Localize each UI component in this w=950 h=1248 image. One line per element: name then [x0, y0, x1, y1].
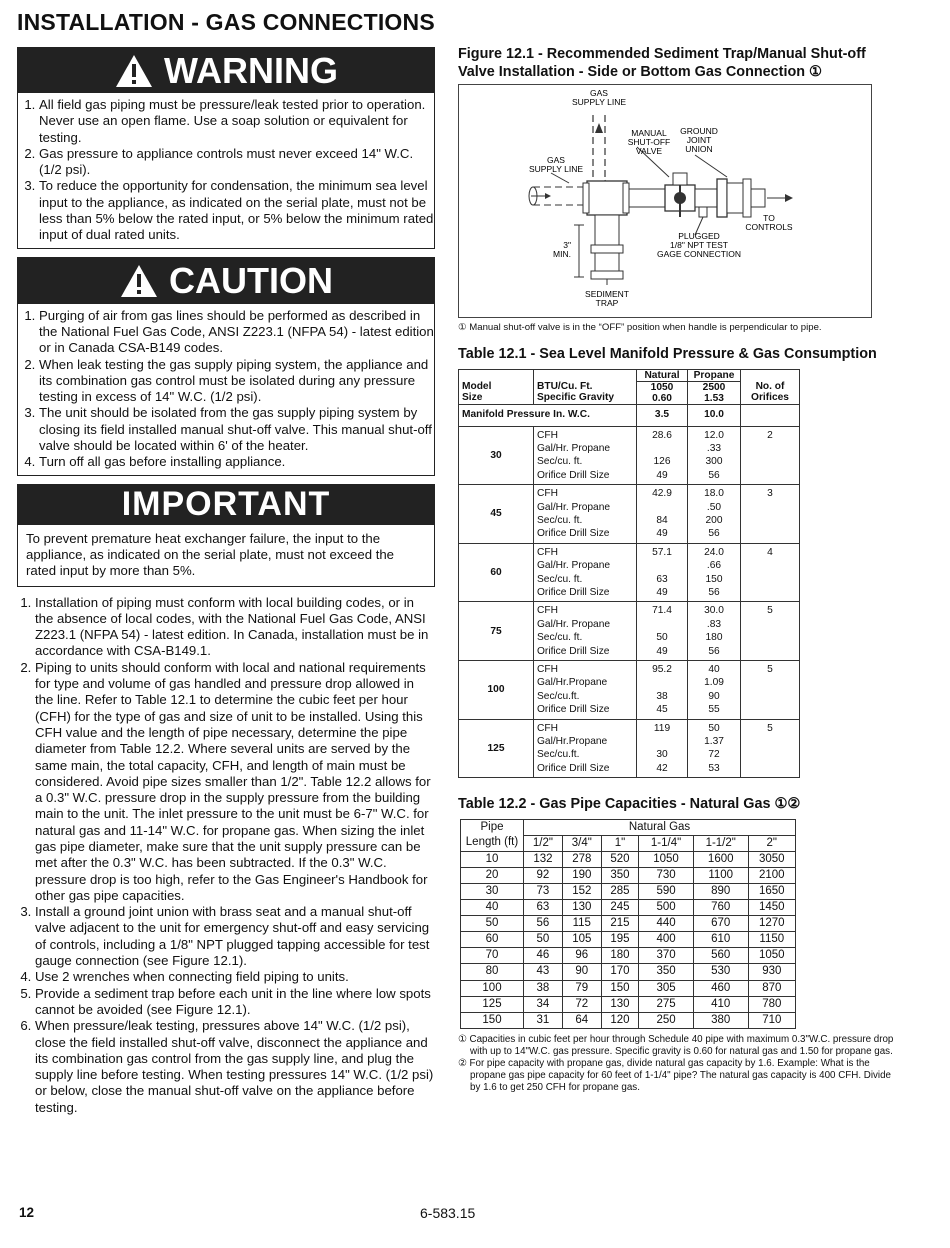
label-min: MIN. — [553, 249, 571, 259]
table-cell — [741, 404, 800, 426]
table-cell: 780 — [748, 996, 795, 1012]
table-cell-propane: 24.0 .66 150 56 — [688, 543, 741, 602]
arrow-icon — [785, 194, 793, 202]
table-cell-length: 70 — [461, 948, 524, 964]
table-cell-length: 10 — [461, 851, 524, 867]
table-cell: 440 — [639, 916, 694, 932]
table-header-cell: Propane — [688, 369, 741, 381]
table-cell-natural: 95.2 38 45 — [637, 661, 688, 720]
table2-footnotes — [458, 1034, 898, 1094]
table-cell-length: 100 — [461, 980, 524, 996]
table-row — [461, 867, 796, 883]
label-ground-union: UNION — [685, 144, 713, 154]
table-cell-length: 30 — [461, 883, 524, 899]
table-cell: 380 — [693, 1012, 748, 1028]
table-cell-orifices: 5 — [741, 661, 800, 720]
table-cell: 79 — [562, 980, 601, 996]
table-cell: 190 — [562, 867, 601, 883]
drop-pipe — [595, 215, 619, 247]
table-cell: 56 — [524, 916, 563, 932]
arrow-icon — [595, 123, 603, 133]
warning-header — [18, 48, 434, 93]
table-row — [459, 543, 800, 602]
list-item: 3. To reduce the opportunity for condensation, the minimum sea level input to the appliance, as indicated on the serial plate, must not be less than 5% below the rated input, or 5% below the minimum rated input of dual rated units. — [39, 178, 434, 243]
table1-title: Table 12.1 - Sea Level Manifold Pressure & Gas Consumption — [458, 346, 877, 362]
document-number: 6-583.15 — [420, 1205, 476, 1221]
table-cell: 460 — [693, 980, 748, 996]
table-cell: 150 — [601, 980, 638, 996]
table-cell: 560 — [693, 948, 748, 964]
table-cell-length: 150 — [461, 1012, 524, 1028]
table-cell: 73 — [524, 883, 563, 899]
table-cell: 130 — [601, 996, 638, 1012]
table-cell: 120 — [601, 1012, 638, 1028]
left-column — [17, 47, 435, 1116]
table-cell: 410 — [693, 996, 748, 1012]
table-header-cell: Model Size — [459, 369, 534, 404]
page-number: 12 — [19, 1205, 35, 1220]
table-cell-propane: 18.0 .50 200 56 — [688, 485, 741, 544]
table-cell: 105 — [562, 932, 601, 948]
ground-joint-union — [743, 179, 751, 217]
important-box — [17, 484, 435, 587]
table-cell: 1050 — [639, 851, 694, 867]
table-row — [461, 851, 796, 867]
table-cell: 870 — [748, 980, 795, 996]
table-cell: 1050 — [748, 948, 795, 964]
table-cell: 530 — [693, 964, 748, 980]
table-cell: 72 — [562, 996, 601, 1012]
table-header-cell: 1" — [601, 835, 638, 851]
table-row — [461, 916, 796, 932]
label-gas-supply-top: SUPPLY LINE — [571, 97, 627, 107]
table-cell: 1270 — [748, 916, 795, 932]
table-cell: 195 — [601, 932, 638, 948]
table-cell: 130 — [562, 900, 601, 916]
table-row — [459, 485, 800, 544]
piping-diagram — [458, 84, 872, 318]
table-cell-natural: 119 30 42 — [637, 719, 688, 778]
gas-pipe-capacity-table — [460, 819, 796, 1029]
label-sediment-trap: SEDIMENT — [585, 289, 629, 299]
coupling — [591, 245, 623, 253]
table-cell: 275 — [639, 996, 694, 1012]
valve-stem — [673, 173, 687, 185]
sediment-trap — [595, 253, 619, 273]
table-cell: 2100 — [748, 867, 795, 883]
table-cell: 180 — [601, 948, 638, 964]
list-item: 1. Purging of air from gas lines should be performed as described in the National Fuel Gas Code, ANSI Z223.1 (NFPA 54) - latest edition or in Canada CSA-B149 codes. — [39, 308, 434, 357]
arrow-icon — [545, 193, 551, 199]
label-gas-supply-side: SUPPLY LINE — [528, 164, 584, 174]
table-header-cell: No. of Orifices — [741, 369, 800, 404]
nipple-pipe — [695, 189, 717, 207]
table-cell: 350 — [601, 867, 638, 883]
list-item: 2. When leak testing the gas supply piping system, the appliance and its combination gas control must be isolated during any pressure testing in excess of 14" W.C. (1/2 psi). — [39, 357, 434, 406]
table-cell-length: 50 — [461, 916, 524, 932]
table-cell: 46 — [524, 948, 563, 964]
table-header-cell: BTU/Cu. Ft. Specific Gravity — [534, 369, 637, 404]
footnote: ② For pipe capacity with propane gas, divide natural gas capacity by 1.6. Example: What is the propane gas pipe capacity for 60 feet of 1-1/4" pipe? The natural gas capacity is 400 CFH. Divide by 1.6 to get 250 CFH for propane gas. — [458, 1057, 891, 1094]
table-header-cell: 1-1/4" — [639, 835, 694, 851]
list-item: 3. Install a ground joint union with brass seat and a manual shut-off valve adjacent to the unit for emergency shut-off and easy servicing of controls, including a 1/8" NPT plugged tapping accessible for test gauge connection (see Figure 12.1). — [35, 904, 435, 969]
test-plug — [699, 207, 707, 217]
label-manual-valve: MANUAL — [631, 128, 667, 138]
table-cell-orifices: 5 — [741, 602, 800, 661]
table-cell-size: 75 — [459, 602, 534, 661]
table-row — [459, 719, 800, 778]
table-cell: 132 — [524, 851, 563, 867]
table-cell: 10.0 — [688, 404, 741, 426]
label-gas-supply-side: GAS — [547, 155, 565, 165]
table-cell-labels: CFH Gal/Hr.Propane Sec/cu.ft. Orifice Drill Size — [534, 719, 637, 778]
table-cell-size: 30 — [459, 426, 534, 485]
table-row — [461, 1012, 796, 1028]
table-header-cell: Natural Gas — [524, 819, 796, 835]
table-cell-length: 80 — [461, 964, 524, 980]
table-cell: 730 — [639, 867, 694, 883]
figure-note: ① Manual shut-off valve is in the “OFF” position when handle is perpendicular to pipe. — [458, 322, 822, 333]
warning-list — [18, 97, 434, 244]
table-cell-propane: 40 1.09 90 55 — [688, 661, 741, 720]
label-manual-valve: SHUT-OFF — [627, 137, 671, 147]
table-cell-length: 40 — [461, 900, 524, 916]
table-cell: 1650 — [748, 883, 795, 899]
list-item: 4. Use 2 wrenches when connecting field piping to units. — [35, 969, 435, 985]
list-item: 3. The unit should be isolated from the gas supply piping system by closing its field installed manual shut-off valve. This manual shut-off valve should be located within 6' of the heater. — [39, 405, 434, 454]
table-cell: 34 — [524, 996, 563, 1012]
label-gas-supply-top: GAS — [590, 88, 608, 98]
table-cell: Manifold Pressure In. W.C. — [459, 404, 637, 426]
list-item: 1. Installation of piping must conform with local building codes, or in the absence of local codes, with the National Fuel Gas Code, ANSI Z223.1 (NFPA 54) - latest edition. In Canada, installation must be in accordance with CSA-B149.1. — [35, 595, 435, 660]
table-row — [459, 426, 800, 485]
table-cell: 152 — [562, 883, 601, 899]
table-cell-length: 20 — [461, 867, 524, 883]
table-row — [461, 980, 796, 996]
warning-triangle-icon — [119, 263, 159, 299]
table-cell-length: 60 — [461, 932, 524, 948]
table-cell: 500 — [639, 900, 694, 916]
nipple-pipe — [629, 189, 665, 207]
leader-line — [551, 173, 569, 183]
table-header-cell: 1/2" — [524, 835, 563, 851]
table-cell: 245 — [601, 900, 638, 916]
label-manual-valve: VALVE — [635, 146, 663, 156]
important-heading: IMPORTANT — [121, 485, 331, 524]
table-cell-labels: CFH Gal/Hr. Propane Sec/cu. ft. Orifice Drill Size — [534, 602, 637, 661]
figure-title: Figure 12.1 - Recommended Sediment Trap/Manual Shut-off Valve Installation - Side or Bottom Gas Connection ① — [458, 46, 866, 80]
table-cell: 31 — [524, 1012, 563, 1028]
table-cell: 305 — [639, 980, 694, 996]
table-cell: 38 — [524, 980, 563, 996]
table-cell-size: 100 — [459, 661, 534, 720]
table-cell-propane: 50 1.37 72 53 — [688, 719, 741, 778]
table-cell-orifices: 4 — [741, 543, 800, 602]
table-cell-natural: 57.1 63 49 — [637, 543, 688, 602]
cap — [591, 271, 623, 279]
table-cell: 350 — [639, 964, 694, 980]
table-cell-orifices: 3 — [741, 485, 800, 544]
label-plugged: PLUGGED — [678, 231, 720, 241]
table-cell: 1600 — [693, 851, 748, 867]
table-cell: 278 — [562, 851, 601, 867]
table-cell: 63 — [524, 900, 563, 916]
table-cell-labels: CFH Gal/Hr. Propane Sec/cu. ft. Orifice Drill Size — [534, 485, 637, 544]
ground-joint-union — [727, 183, 743, 213]
table-cell: 370 — [639, 948, 694, 964]
table-header-cell: Natural — [637, 369, 688, 381]
table-header-cell: 1-1/2" — [693, 835, 748, 851]
table-cell-labels: CFH Gal/Hr. Propane Sec/cu. ft. Orifice Drill Size — [534, 543, 637, 602]
table-row — [459, 404, 800, 426]
footnote: ① Capacities in cubic feet per hour through Schedule 40 pipe with maximum 0.3"W.C. pressure drop with up to 14"W.C. gas pressure. Specific gravity is 0.60 for natural gas and 1.50 for propane gas. — [458, 1033, 894, 1057]
list-item: 2. Gas pressure to appliance controls must never exceed 14" W.C. (1/2 psi). — [39, 146, 434, 179]
table-row — [461, 900, 796, 916]
table-header-cell: 2500 1.53 — [688, 381, 741, 404]
table-cell: 285 — [601, 883, 638, 899]
label-min: 3" — [563, 240, 571, 250]
table-cell: 610 — [693, 932, 748, 948]
table-row — [461, 932, 796, 948]
table-cell: 1100 — [693, 867, 748, 883]
table-cell-labels: CFH Gal/Hr. Propane Sec/cu. ft. Orifice Drill Size — [534, 426, 637, 485]
table-cell-size: 125 — [459, 719, 534, 778]
manifold-pressure-table — [458, 369, 800, 779]
list-item: 2. Piping to units should conform with local and national requirements for type and volume of gas handled and pressure drop allowed in the line. Refer to Table 12.1 to determine the cubic feet per hour (CFH) for the type of gas and size of unit to be installed. Using this CFH value and the length of pipe necessary, determine the pipe diameter from Table 12.2. Where several units are served by the same main, the total capacity, CFH, and length of main must be considered. Avoid pipe sizes smaller than 1/2". Table 12.2 allows for a 0.3" W.C. pressure drop in the supply pressure from the building main to the unit. The inlet pressure to the unit must be 6-7" W.C. for natural gas and 11-14" W.C. for propane gas. When sizing the inlet gas pipe diameter, make sure that the unit supply pressure can be met after the 0.3" W.C. has been subtracted. If the 0.3" W.C. pressure drop is too high, refer to the Gas Engineer's Handbook for other gas pipe capacities. — [35, 660, 435, 904]
warning-triangle-icon — [114, 53, 154, 89]
table-row — [459, 661, 800, 720]
table-cell: 90 — [562, 964, 601, 980]
table-row — [459, 602, 800, 661]
caution-header — [18, 258, 434, 304]
table-header-row — [461, 819, 796, 835]
table-cell-propane: 12.0 .33 300 56 — [688, 426, 741, 485]
table-header-cell: 2" — [748, 835, 795, 851]
leader-line — [695, 155, 727, 177]
page-title: INSTALLATION - GAS CONNECTIONS — [17, 9, 435, 35]
table-row — [461, 964, 796, 980]
list-item: 1. All field gas piping must be pressure/leak tested prior to operation. Never use an open flame. Use a soap solution or equivalent for testing. — [39, 97, 434, 146]
table-cell: 92 — [524, 867, 563, 883]
list-item: 5. Provide a sediment trap before each unit in the line where low spots cannot be avoided (see Figure 12.1). — [35, 986, 435, 1019]
table-cell: 710 — [748, 1012, 795, 1028]
label-plugged: GAGE CONNECTION — [656, 249, 742, 259]
important-header — [18, 485, 434, 525]
table-cell-orifices: 5 — [741, 719, 800, 778]
table-cell: 760 — [693, 900, 748, 916]
caution-list — [18, 308, 434, 471]
table-header-row — [459, 369, 800, 381]
table-cell: 43 — [524, 964, 563, 980]
table-cell-labels: CFH Gal/Hr.Propane Sec/cu.ft. Orifice Drill Size — [534, 661, 637, 720]
table-cell-size: 60 — [459, 543, 534, 602]
table-cell: 930 — [748, 964, 795, 980]
table2-title: Table 12.2 - Gas Pipe Capacities - Natural Gas ①② — [458, 796, 801, 813]
table-cell: 96 — [562, 948, 601, 964]
label-ground-union: JOINT — [686, 135, 712, 145]
table-cell: 3050 — [748, 851, 795, 867]
table-cell: 1150 — [748, 932, 795, 948]
tee-fitting — [623, 183, 629, 213]
table-cell-propane: 30.0 .83 180 56 — [688, 602, 741, 661]
table-cell: 250 — [639, 1012, 694, 1028]
table-cell: 50 — [524, 932, 563, 948]
table-cell-size: 45 — [459, 485, 534, 544]
right-column — [458, 46, 898, 1094]
tee-fitting — [583, 183, 589, 213]
table-cell: 170 — [601, 964, 638, 980]
tee-fitting — [587, 181, 627, 215]
table-cell-natural: 28.6 126 49 — [637, 426, 688, 485]
table-cell: 670 — [693, 916, 748, 932]
ground-joint-union — [717, 179, 727, 217]
table-cell-length: 125 — [461, 996, 524, 1012]
piping-diagram-drawing — [459, 85, 871, 317]
table-header-cell: 1050 0.60 — [637, 381, 688, 404]
table-body — [461, 851, 796, 1028]
table-cell-natural: 71.4 50 49 — [637, 602, 688, 661]
warning-box — [17, 47, 435, 249]
table-cell-orifices: 2 — [741, 426, 800, 485]
label-ground-union: GROUND — [680, 126, 718, 136]
table-cell: 1450 — [748, 900, 795, 916]
warning-heading: WARNING — [164, 49, 338, 91]
label-sediment-trap: TRAP — [595, 298, 619, 308]
label-plugged: 1/8" NPT TEST — [670, 240, 728, 250]
caution-box — [17, 257, 435, 476]
table-cell: 215 — [601, 916, 638, 932]
table-cell: 890 — [693, 883, 748, 899]
table-cell: 400 — [639, 932, 694, 948]
label-to-controls: TO — [763, 213, 775, 223]
table-cell: 590 — [639, 883, 694, 899]
table-header-cell: Pipe Length (ft) — [461, 819, 524, 851]
table-cell: 520 — [601, 851, 638, 867]
table-cell: 115 — [562, 916, 601, 932]
table-row — [461, 883, 796, 899]
label-to-controls: CONTROLS — [745, 222, 793, 232]
table-cell: 3.5 — [637, 404, 688, 426]
table-body — [459, 426, 800, 778]
caution-heading: CAUTION — [169, 259, 333, 301]
table-cell: 64 — [562, 1012, 601, 1028]
table-header-cell: 3/4" — [562, 835, 601, 851]
table-row — [461, 948, 796, 964]
list-item: 4. Turn off all gas before installing appliance. — [39, 454, 434, 470]
important-text: To prevent premature heat exchanger failure, the input to the appliance, as indicated on the serial plate, must not exceed the rated input by more than 5%. — [26, 530, 395, 579]
installation-list — [17, 595, 435, 1117]
nipple-pipe — [751, 189, 765, 207]
table-row — [461, 996, 796, 1012]
list-item: 6. When pressure/leak testing, pressures above 14" W.C. (1/2 psi), close the field installed shut-off valve, disconnect the appliance and its combination gas control from the gas supply line, and plug the supply line before testing. When testing pressures 14" W.C. (1/2 psi) or below, close the manual shut-off valve on the appliance before testing. — [35, 1018, 435, 1116]
table-cell-natural: 42.9 84 49 — [637, 485, 688, 544]
